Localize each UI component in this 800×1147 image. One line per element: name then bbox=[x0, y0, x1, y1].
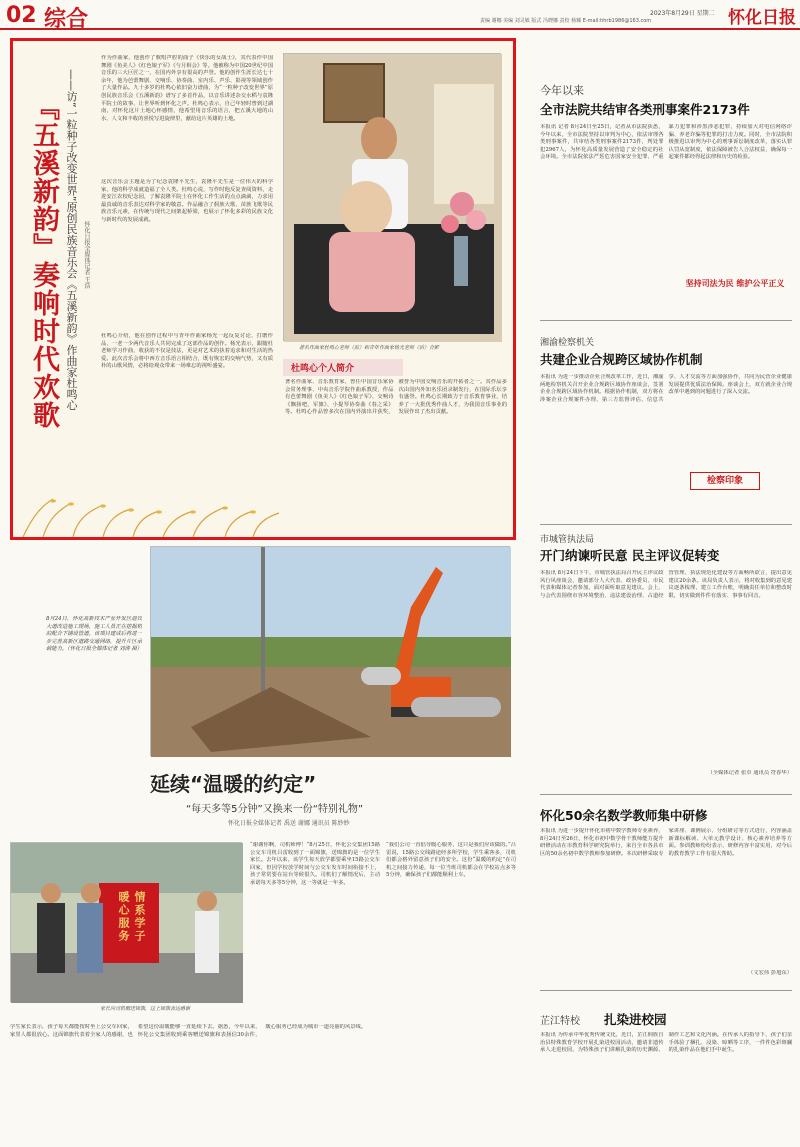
bio-heading: 杜鸣心个人简介 bbox=[283, 359, 403, 376]
zhijiang-body: 本报讯 为传承中华优秀传统文化，近日，芷江侗族自治县特殊教育学校开展扎染进校园活动，邀请非遗传承人走进校园，为特殊孩子们讲解扎染的历史渊源、制作工艺和文化内涵。在传承人的指导下，孩子们亲手体验了捆扎、浸染、晾晒等工序，一件件色彩斑斓的扎染作品在他们手中诞生。 bbox=[540, 1032, 792, 1054]
composers-photo bbox=[283, 53, 501, 341]
court-body: 本报讯 记者 8月24日至25日，记者从市法院获悉，今年以来，全市法院坚持以审判为中心，依法审理各类刑事案件，共审结各类刑事案件2173件，判处罪犯2967人，为怀化高质量发展营造了安全稳定的社会环境。全市法院依法严惩危害国家安全犯罪、严重暴力犯罪和涉黑涉恶犯罪，持续加大对电信网络诈骗、养老诈骗等犯罪的打击力度。同时，全市法院积极推进以审判为中心的刑事诉讼制度改革，落实认罪认罚从宽制度，依法保障被告人合法权益，确保每一起案件都经得起法律和历史的检验。 bbox=[540, 124, 792, 161]
feature-body-3: 杜鸣心介绍，他在创作过程中与青年作曲家杨光一起反复讨论、打磨作品，一老一少两代音乐人共同完成了这部作品的创作。杨光表示，跟随杜老师学习作曲，收获的不仅是技法，更是对艺术的执着追求和对生活的热爱。此次音乐会将中西方音乐语言相结合，既有恢宏的交响气势，又有质朴的山歌风情，必将给观众带来一场难忘的视听盛宴。 bbox=[101, 333, 273, 370]
feature-body-2: 这次音乐会主题是为了纪念袁隆平先生，袁隆平先生是一位伟大的科学家，他的科学成就造福了全人类。杜鸣心说，写作时他反复查阅资料，走进安江农校纪念园，了解袁隆平院士在怀化工作生活的点点滴滴，力求用最真诚的音乐表达对科学家的敬意。作品融合了侗族大歌、苗族飞歌等民族音乐元素，在传统与现代之间架起桥梁，也展示了怀化多彩的民族文化与新时代的发展成就。 bbox=[101, 179, 273, 223]
feature-byline: 怀化日报全媒体记者 王浩 bbox=[83, 221, 90, 289]
divider-3 bbox=[540, 794, 792, 795]
warm-body-1: “谢谢你啊，司机师傅！”8月25日，怀化公交集团15路公交车司机吕雷收到了一面锦旗，送锦旗的是一位学生家长。去年以来，该学生每天放学都要乘坐15路公交车回家，但因学校放学时间与公交车发车时间衔接不上，孩子常常要在站台等候很久。司机们了解情况后，主动承诺每天多等5分钟，这一等就是一年多。 bbox=[250, 842, 380, 886]
editors-line: 责编 谢娜 美编 刘灵敏 版式 冯晓娜 责校 杨臻 E-mail:hhrb1986@163.com bbox=[480, 18, 652, 24]
feature-subtitle: ——访“一粒种子改变世界”原创民族音乐会《五溪新韵》作曲家杜鸣心 bbox=[65, 69, 78, 411]
rice-decoration bbox=[13, 495, 513, 537]
court-kicker: 今年以来 bbox=[540, 84, 584, 97]
teachers-headline: 怀化50余名数学教师集中研修 bbox=[540, 808, 708, 823]
construction-photo bbox=[150, 546, 510, 756]
procuratorate-kicker: 湘渝检察机关 bbox=[540, 338, 595, 348]
warm-headline: 延续“温暖的约定” bbox=[150, 772, 317, 796]
divider-2 bbox=[540, 524, 792, 525]
city-body: 本报讯 8月24日下午，市城管执法局召开民主评议政风行风座谈会，邀请部分人大代表、政协委员、市民代表和媒体记者参加，面对面听取意见建议。会上，与会代表围绕市容环境整治、违法建设治理、占道经营管理、执法规范化建设等方面畅所欲言，提出意见建议20余条。该局负责人表示，将对收集到的意见建议逐条梳理，建立工作台账，明确责任单位和整改时限，切实做到件件有落实、事事有回音。 bbox=[540, 570, 792, 599]
section-name: 综合 bbox=[44, 7, 89, 32]
composers-photo-illustration bbox=[284, 54, 502, 342]
court-headline: 全市法院共结审各类刑事案件2173件 bbox=[540, 102, 750, 117]
court-banner: 坚持司法为民 维护公平正义 bbox=[685, 279, 785, 288]
feature-article bbox=[10, 38, 516, 540]
warm-byline: 怀化日报全媒体记者 禹送 谢娜 通讯员 陈妙妙 bbox=[228, 820, 350, 827]
city-headline: 开门纳谏听民意 民主评议促转变 bbox=[540, 548, 720, 563]
warm-body-3: 学生家长表示，孩子每天都能按时坐上公交车回家，家里人都很放心。这面锦旗代表着全家人的感谢，也希望这份温暖能够一直延续下去。据悉，今年以来，怀化公交集团收到乘客赠送锦旗和表扬信30余件，暖心服务已经成为城市一道亮丽的风景线。 bbox=[10, 1024, 367, 1038]
feature-title: 『五溪新韵』奏响时代欢歌 bbox=[28, 93, 59, 429]
city-credit: （全媒体记者 张卓 通讯员 符春华） bbox=[707, 770, 792, 776]
divider-4 bbox=[540, 990, 792, 991]
procuratorate-headline: 共建企业合规跨区域协作机制 bbox=[540, 352, 703, 367]
pennant-photo-caption: 家长向司机赠送锦旗，这上锦旗表达感谢 bbox=[100, 1006, 191, 1012]
page-number: 02 bbox=[6, 3, 37, 28]
construction-photo-illustration bbox=[151, 547, 511, 757]
zhijiang-headline: 扎染进校园 bbox=[604, 1012, 667, 1027]
pennant-text: 情系学子 暖心服务 bbox=[117, 891, 146, 943]
city-kicker: 市城管执法局 bbox=[540, 535, 595, 545]
feature-photo-caption: 著名作曲家杜鸣心老师（前）和青年作曲家杨光老师（后）合影 bbox=[299, 345, 440, 351]
teachers-credit: （文宏伟 彭旭东） bbox=[747, 970, 792, 976]
procuratorate-body: 本报讯 为进一步推动企业合规改革工作，近日，湘渝两地检察机关召开企业合规跨区域协作座谈会，签署企业合规跨区域协作机制。根据协作机制，双方将在涉案企业合规案件办理、第三方监督评估、信息共享、人才交流等方面加强协作，共同为民营企业健康发展提供优质法治保障。座谈会上，双方就企业合规改革中遇到的问题进行了深入交流。 bbox=[540, 374, 792, 403]
feature-body-1: 作为作曲家，他创作了歌唱声腔的曲子《快乐的女战士》，其代表作中国舞剧《鱼美人》《红色娘子军》《与月相会》等。他被称为中国20世纪中国音乐的三大巨匠之一，在国内外享有很高的声誉。他的创作生涯长达七十余年，他为芭蕾舞剧、交响乐、协奏曲、室内乐、声乐、影视等领域创作了大量作品。九十多岁的杜鸣心依旧奋力谱曲，为“一粒种子改变世界”原创民族音乐会《五溪新韵》谱写了多首作品，以音乐讲述杂交水稻与袁隆平院士的故事，让世界听到怀化之声。杜鸣心表示，自己年轻时曾到过湖南，对怀化这片土地心怀感情，他希望用音乐的语言，把五溪大地的山水、人文和丰收的喜悦写进旋律里，献给这片英雄的土地。 bbox=[101, 55, 273, 122]
divider-1 bbox=[540, 320, 792, 321]
zhijiang-kicker: 芷江特校 bbox=[540, 1016, 580, 1027]
newspaper-logo: 怀化日报 bbox=[728, 8, 796, 28]
pennant-photo bbox=[10, 842, 242, 1002]
warm-subhead: “每天多等5分钟”又换来一份“特别礼物” bbox=[186, 804, 364, 815]
procuratorate-stamp: 检察印象 bbox=[690, 472, 760, 490]
warm-body-2: “我们公司一直倡导暖心服务，这只是我们应该做的。”吕雷说，15路公交线路途经多所学校，学生乘客多，司机们都会格外留意孩子们的安全。这份“温暖的约定”在司机之间接力传递，每一位当班司机都会在学校站点多等5分钟，确保孩子们都能顺利上车。 bbox=[386, 842, 516, 879]
issue-date: 2023年8月29日 星期二 bbox=[650, 10, 715, 17]
bio-body: 著名作曲家、音乐教育家，曾任中国音乐家协会常务理事、中央音乐学院作曲系教授，作品有芭蕾舞剧《鱼美人》《红色娘子军》、交响诗《飘扬吧，军旗》、小提琴协奏曲《春之采》等。杜鸣心作品曾多次在国内外演出并获奖，被誉为中国交响音乐的开拓者之一。其作品多次由国内外知名乐团录制发行，在国际乐坛享有盛誉。杜鸣心长期致力于音乐教育事业，培养了一大批优秀作曲人才，为我国音乐事业的发展作出了杰出贡献。 bbox=[285, 379, 507, 416]
construction-caption: 8月24日，怀化高新技术产业开发区迎宾大道改造施工现场，施工人员正在挖掘机的配合下铺设管道。该项目建成后将进一步完善高新区道路交通网络，提升片区承载能力。（怀化日报全媒体记者 刘涛 摄） bbox=[46, 616, 142, 653]
teachers-body: 本报讯 为进一步提升怀化市初中数学教师专业素养，8月24日至26日，怀化市初中数学骨干教师能力提升研修活动在市教育科学研究院举行，来自全市各县市区的50余名初中数学教师参加研修。本次研修采取专家讲座、课例展示、分组研讨等方式进行，内容涵盖新课标解读、大单元教学设计、核心素养培养等方面。参训教师纷纷表示，研修内容丰富实用，对今后的教育教学工作有很大帮助。 bbox=[540, 828, 792, 857]
